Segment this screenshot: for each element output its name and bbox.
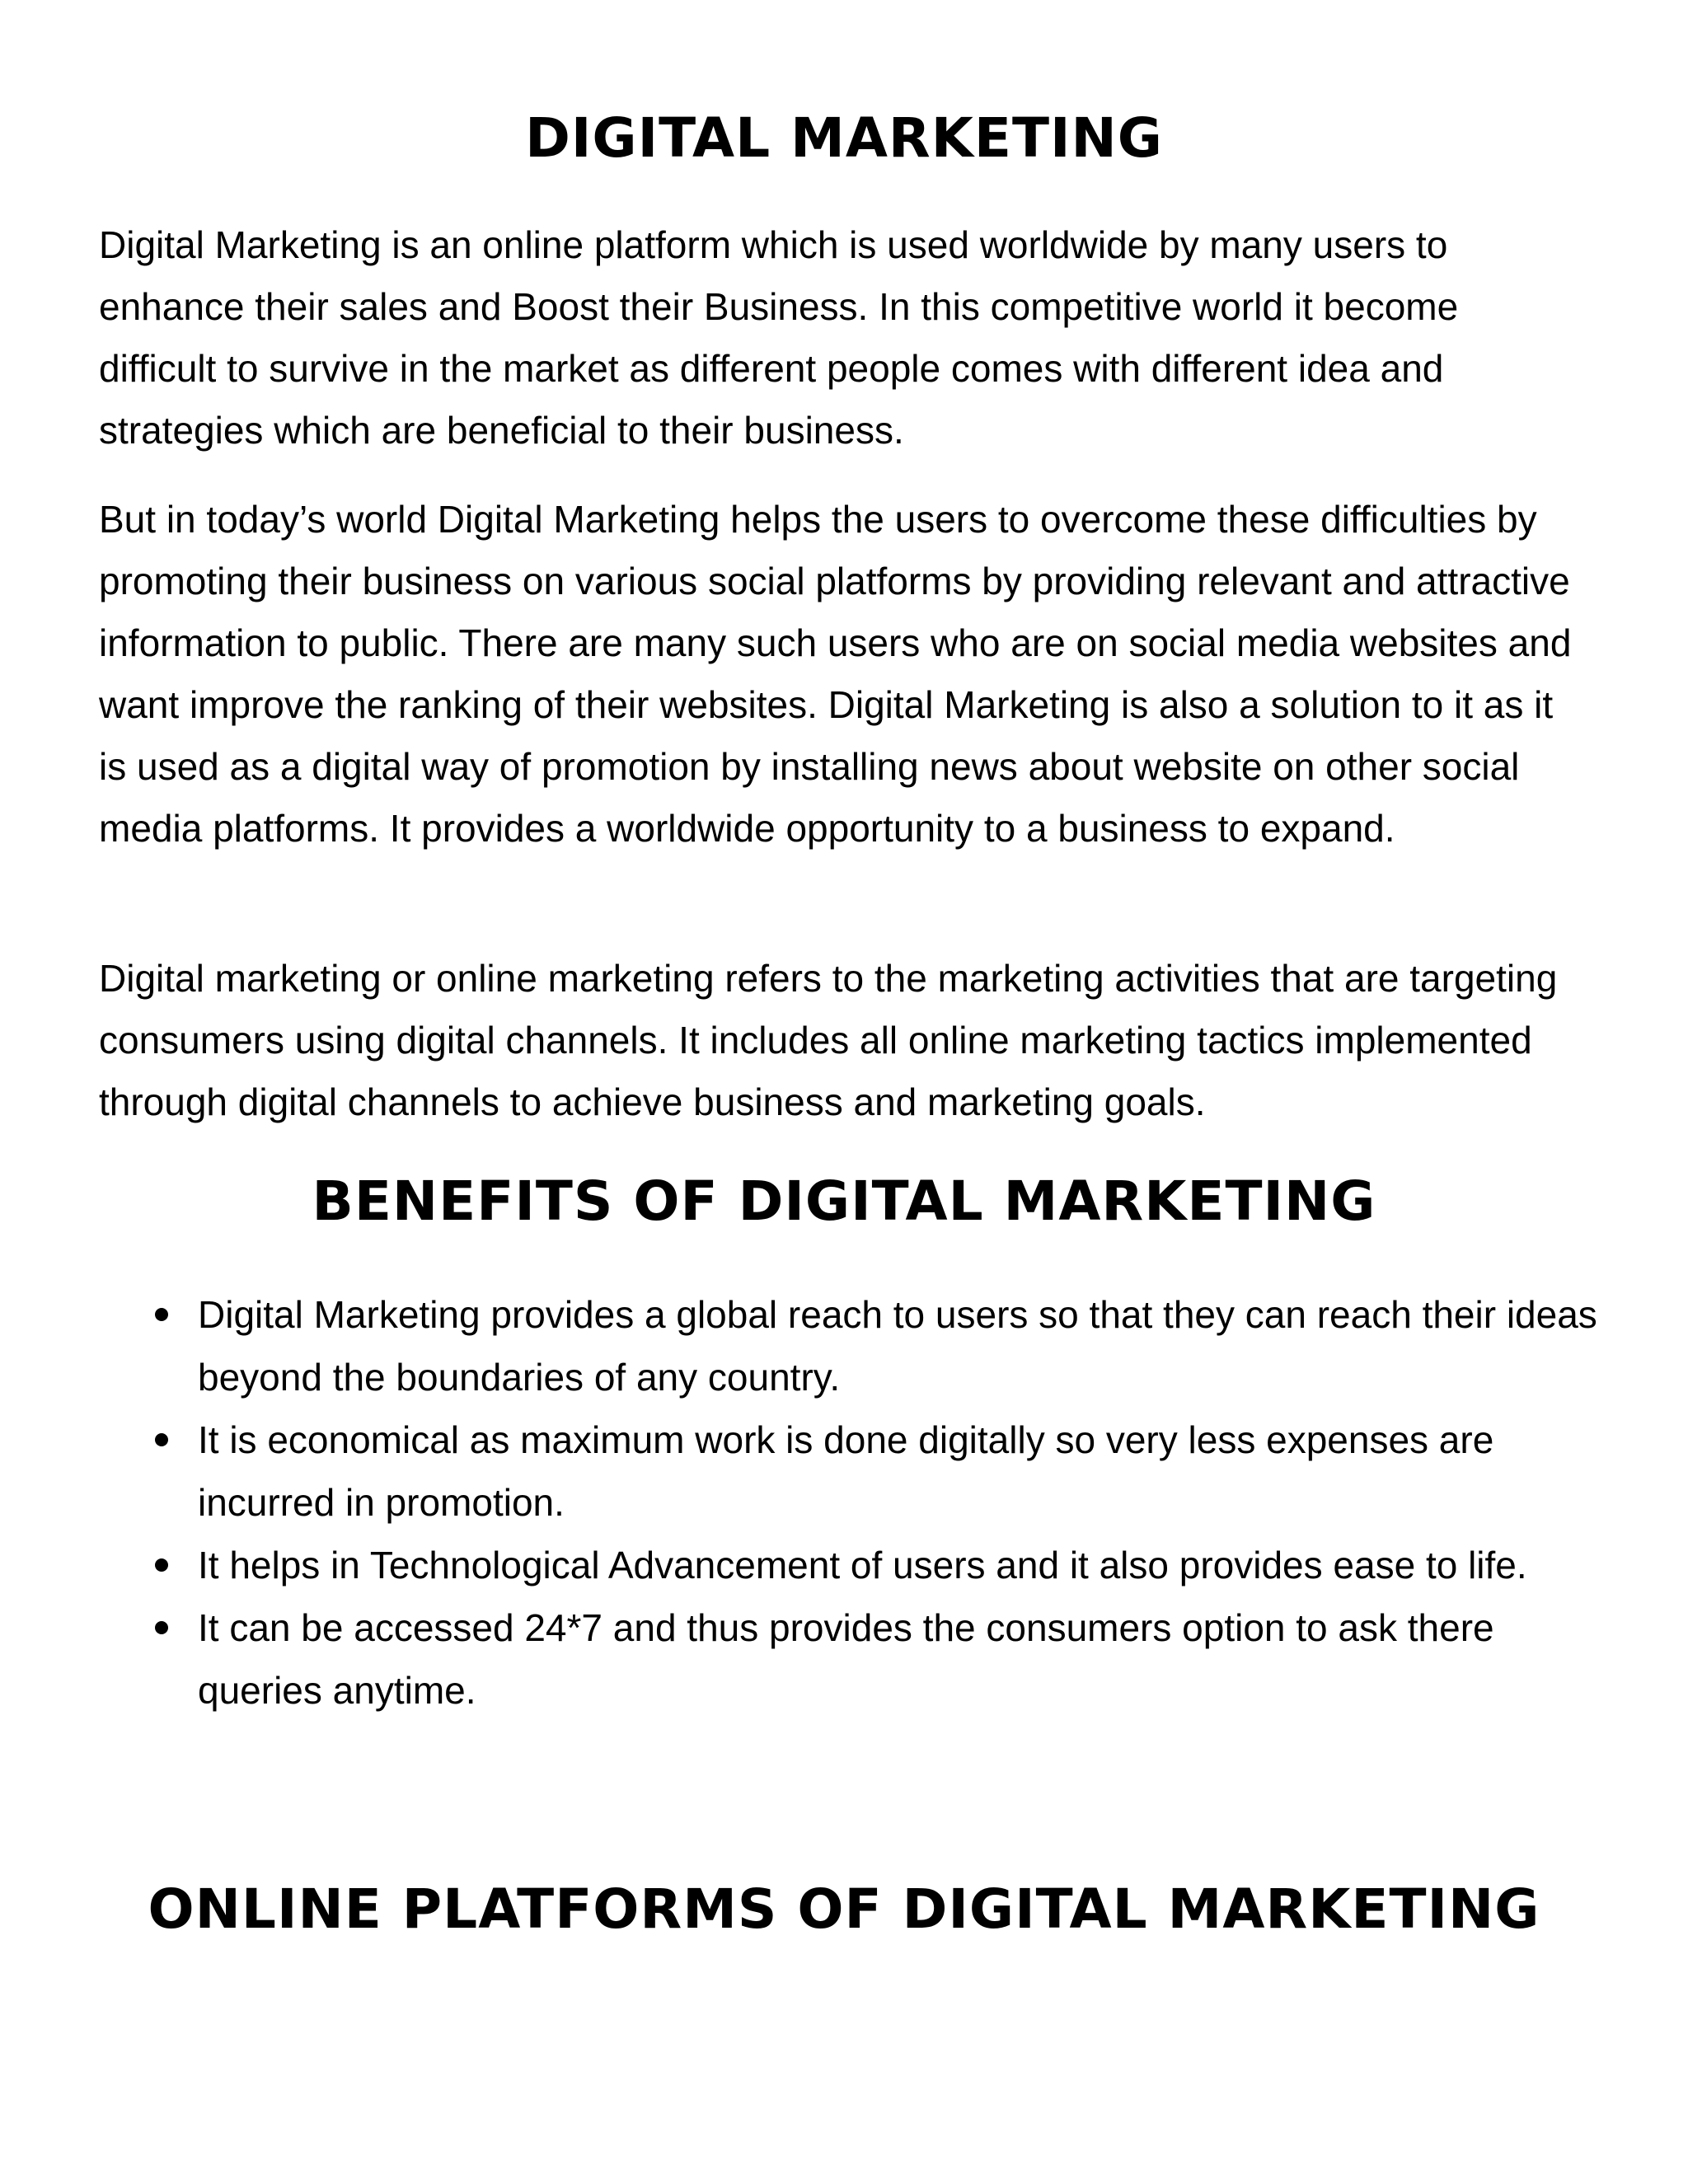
platforms-heading: ONLINE PLATFORMS OF DIGITAL MARKETING <box>148 1877 1540 1941</box>
benefit-item-technological <box>0 1534 1615 1596</box>
bullet-icon <box>155 1558 168 1572</box>
benefit-text: It helps in Technological Advancement of users and it also provides ease to life. <box>198 1544 1527 1586</box>
benefit-item-global-reach <box>0 1283 1615 1408</box>
promotion-paragraph: But in today’s world Digital Marketing helps the users to overcome these difficulties by promoting their business on various social platforms by providing relevant and attractive information to public. There are many such users who are on social media websites and want improve the ranking of their websites. Digital Marketing is also a solution to it as it is used as a digital way of promotion by installing news about website on other social media platforms. It provides a worldwide opportunity to a business to expand. <box>99 498 1572 850</box>
benefit-text: Digital Marketing provides a global reach to users so that they can reach their ideas beyond the boundaries of any country. <box>198 1293 1597 1399</box>
benefit-text: It can be accessed 24*7 and thus provides the consumers option to ask there queries anytime. <box>198 1606 1494 1712</box>
page-title: DIGITAL MARKETING <box>525 106 1163 170</box>
benefits-heading: BENEFITS OF DIGITAL MARKETING <box>312 1169 1376 1233</box>
benefit-item-always-accessible <box>0 1596 1615 1722</box>
benefits-list <box>0 1283 1688 1722</box>
bullet-icon <box>155 1308 168 1321</box>
benefit-item-economical <box>0 1408 1615 1534</box>
bullet-icon <box>155 1433 168 1446</box>
definition-paragraph: Digital marketing or online marketing refers to the marketing activities that are targeting consumers using digital channels. It includes all online marketing tactics implemented through digital channels to achieve business and marketing goals. <box>99 957 1558 1123</box>
bullet-icon <box>155 1621 168 1634</box>
intro-paragraph: Digital Marketing is an online platform which is used worldwide by many users to enhance their sales and Boost their Business. In this competitive world it become difficult to survive in the market as different people comes with different idea and strategies which are beneficial to their business. <box>99 223 1459 452</box>
benefit-text: It is economical as maximum work is done digitally so very less expenses are incurred in promotion. <box>198 1418 1494 1524</box>
